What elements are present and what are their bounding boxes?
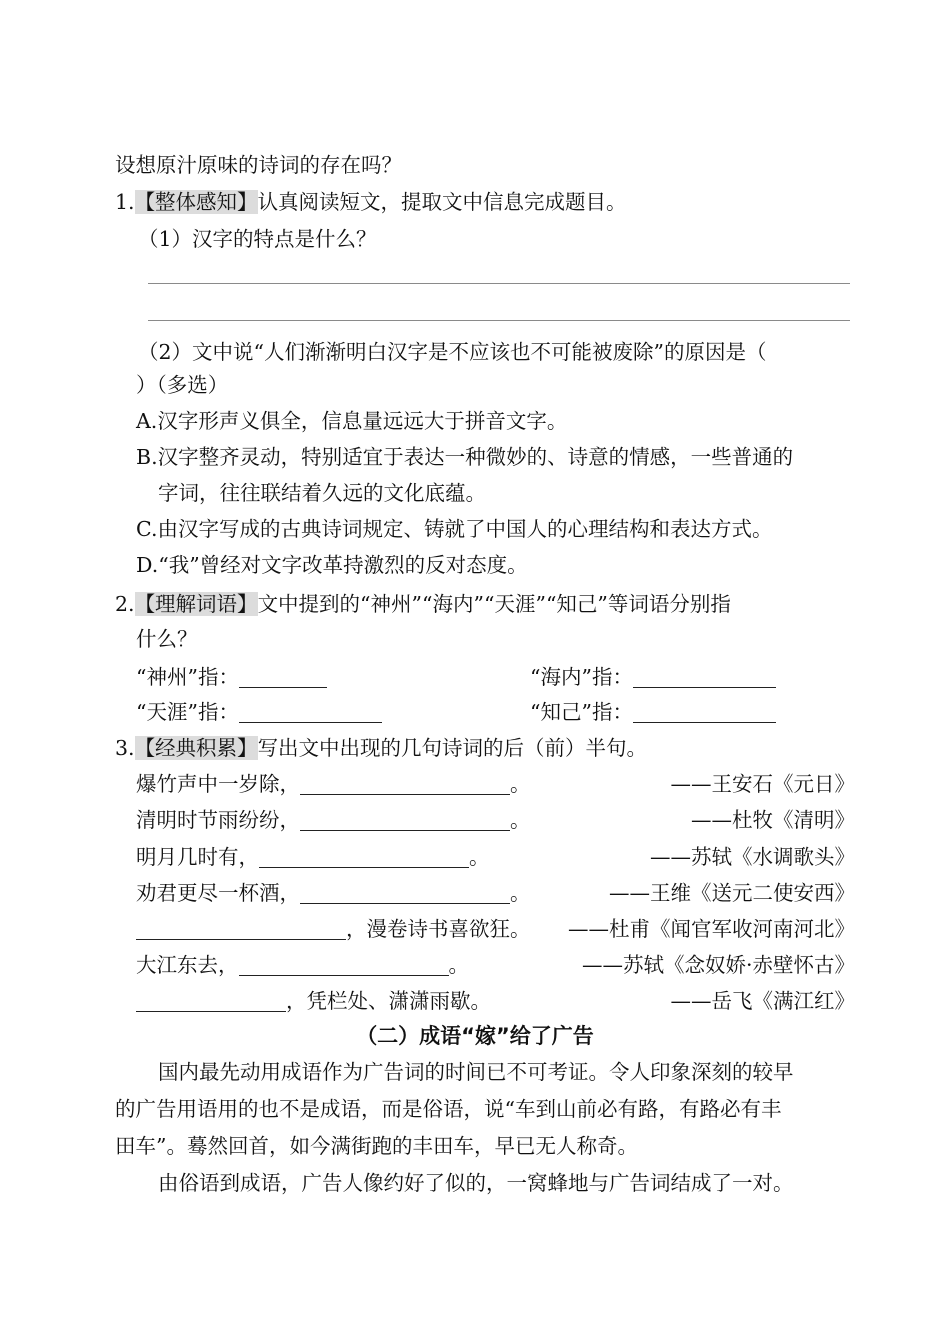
poem-line	[136, 950, 469, 980]
intro-line: 设想原汁原味的诗词的存在吗？	[115, 153, 402, 177]
term-item	[136, 662, 327, 692]
paragraph-line: 国内最先动用成语作为广告词的时间已不可考证。令人印象深刻的较早	[158, 1060, 794, 1084]
poem-line	[136, 842, 490, 872]
poem-given: 。	[510, 772, 531, 796]
blank-field[interactable]	[136, 917, 346, 940]
term-label: “海内”指：	[530, 665, 633, 689]
poem-given: 。	[448, 953, 469, 977]
question-2-cont: 什么？	[136, 627, 198, 651]
poem-line	[136, 986, 491, 1016]
poem-given: 。	[469, 845, 490, 869]
poem-given: 劝君更尽一杯酒，	[136, 881, 300, 905]
poem-line	[136, 878, 531, 908]
poem-given: 。	[510, 808, 531, 832]
question-tag: 【理解词语】	[134, 592, 258, 616]
poem-given: 爆竹声中一岁除，	[136, 772, 300, 796]
poem-source: ——苏轼《水调歌头》	[650, 845, 855, 869]
blank-field[interactable]	[633, 700, 776, 723]
option-a: A.汉字形声义俱全，信息量远远大于拼音文字。	[136, 409, 568, 433]
paragraph-line: 田车”。蓦然回首，如今满街跑的丰田车，早已无人称奇。	[115, 1134, 638, 1158]
option-b-cont: 字词，往往联结着久远的文化底蕴。	[158, 481, 486, 505]
question-1-heading	[115, 187, 627, 217]
poem-line	[136, 769, 531, 799]
blank-field[interactable]	[300, 881, 510, 904]
question-tag: 【整体感知】	[134, 190, 258, 214]
poem-source: ——苏轼《念奴娇·赤壁怀古》	[581, 953, 855, 977]
blank-field[interactable]	[239, 665, 327, 688]
poem-source: ——杜牧《清明》	[691, 808, 855, 832]
paragraph-line: 由俗语到成语，广告人像约好了似的，一窝蜂地与广告词结成了一对。	[158, 1171, 794, 1195]
option-d: D.“我”曾经对文字改革持激烈的反对态度。	[136, 553, 528, 577]
question-number: 2.	[115, 592, 135, 616]
poem-given: ，漫卷诗书喜欲狂。	[346, 917, 531, 941]
question-1-sub2-line1: （2）文中说“人们渐渐明白汉字是不应该也不可能被废除”的原因是（	[138, 340, 767, 364]
poem-source: ——岳飞《满江红》	[670, 989, 855, 1013]
paragraph-line: 的广告用语用的也不是成语，而是俗语，说“车到山前必有路，有路必有丰	[115, 1097, 782, 1121]
blank-field[interactable]	[136, 989, 286, 1012]
term-label: “知己”指：	[530, 700, 633, 724]
question-number: 3.	[115, 736, 135, 760]
answer-line[interactable]	[148, 320, 850, 321]
poem-given: 大江东去，	[136, 953, 239, 977]
answer-line[interactable]	[148, 283, 850, 284]
term-item	[530, 697, 776, 727]
blank-field[interactable]	[300, 772, 510, 795]
term-label: “天涯”指：	[136, 700, 239, 724]
blank-field[interactable]	[259, 845, 469, 868]
term-label: “神州”指：	[136, 665, 239, 689]
poem-given: 。	[510, 881, 531, 905]
question-text: 写出文中出现的几句诗词的后（前）半句。	[257, 736, 648, 760]
blank-field[interactable]	[239, 700, 382, 723]
poem-source: ——王维《送元二使安西》	[609, 881, 855, 905]
poem-given: ，凭栏处、潇潇雨歇。	[286, 989, 491, 1013]
question-3-heading	[115, 733, 647, 763]
blank-field[interactable]	[300, 808, 510, 831]
option-b: B.汉字整齐灵动，特别适宜于表达一种微妙的、诗意的情感，一些普通的	[136, 445, 794, 469]
poem-given: 清明时节雨纷纷，	[136, 808, 300, 832]
poem-line	[136, 805, 531, 835]
question-2-heading	[115, 589, 731, 619]
section-title: （二）成语“嫁”给了广告	[356, 1024, 594, 1048]
question-number: 1.	[115, 190, 135, 214]
poem-source: ——杜甫《闻官军收河南河北》	[568, 917, 855, 941]
term-item	[136, 697, 382, 727]
poem-source: ——王安石《元日》	[670, 772, 855, 796]
question-1-sub2-line2: ）（多选）	[136, 373, 229, 397]
poem-line	[136, 914, 531, 944]
poem-given: 明月几时有，	[136, 845, 259, 869]
term-item	[530, 662, 776, 692]
question-1-sub1: （1）汉字的特点是什么？	[138, 227, 377, 251]
question-tag: 【经典积累】	[134, 736, 258, 760]
question-text: 认真阅读短文，提取文中信息完成题目。	[257, 190, 627, 214]
option-c: C.由汉字写成的古典诗词规定、铸就了中国人的心理结构和表达方式。	[136, 517, 773, 541]
question-text: 文中提到的“神州”“海内”“天涯”“知己”等词语分别指	[257, 592, 731, 616]
blank-field[interactable]	[633, 665, 776, 688]
blank-field[interactable]	[239, 953, 449, 976]
